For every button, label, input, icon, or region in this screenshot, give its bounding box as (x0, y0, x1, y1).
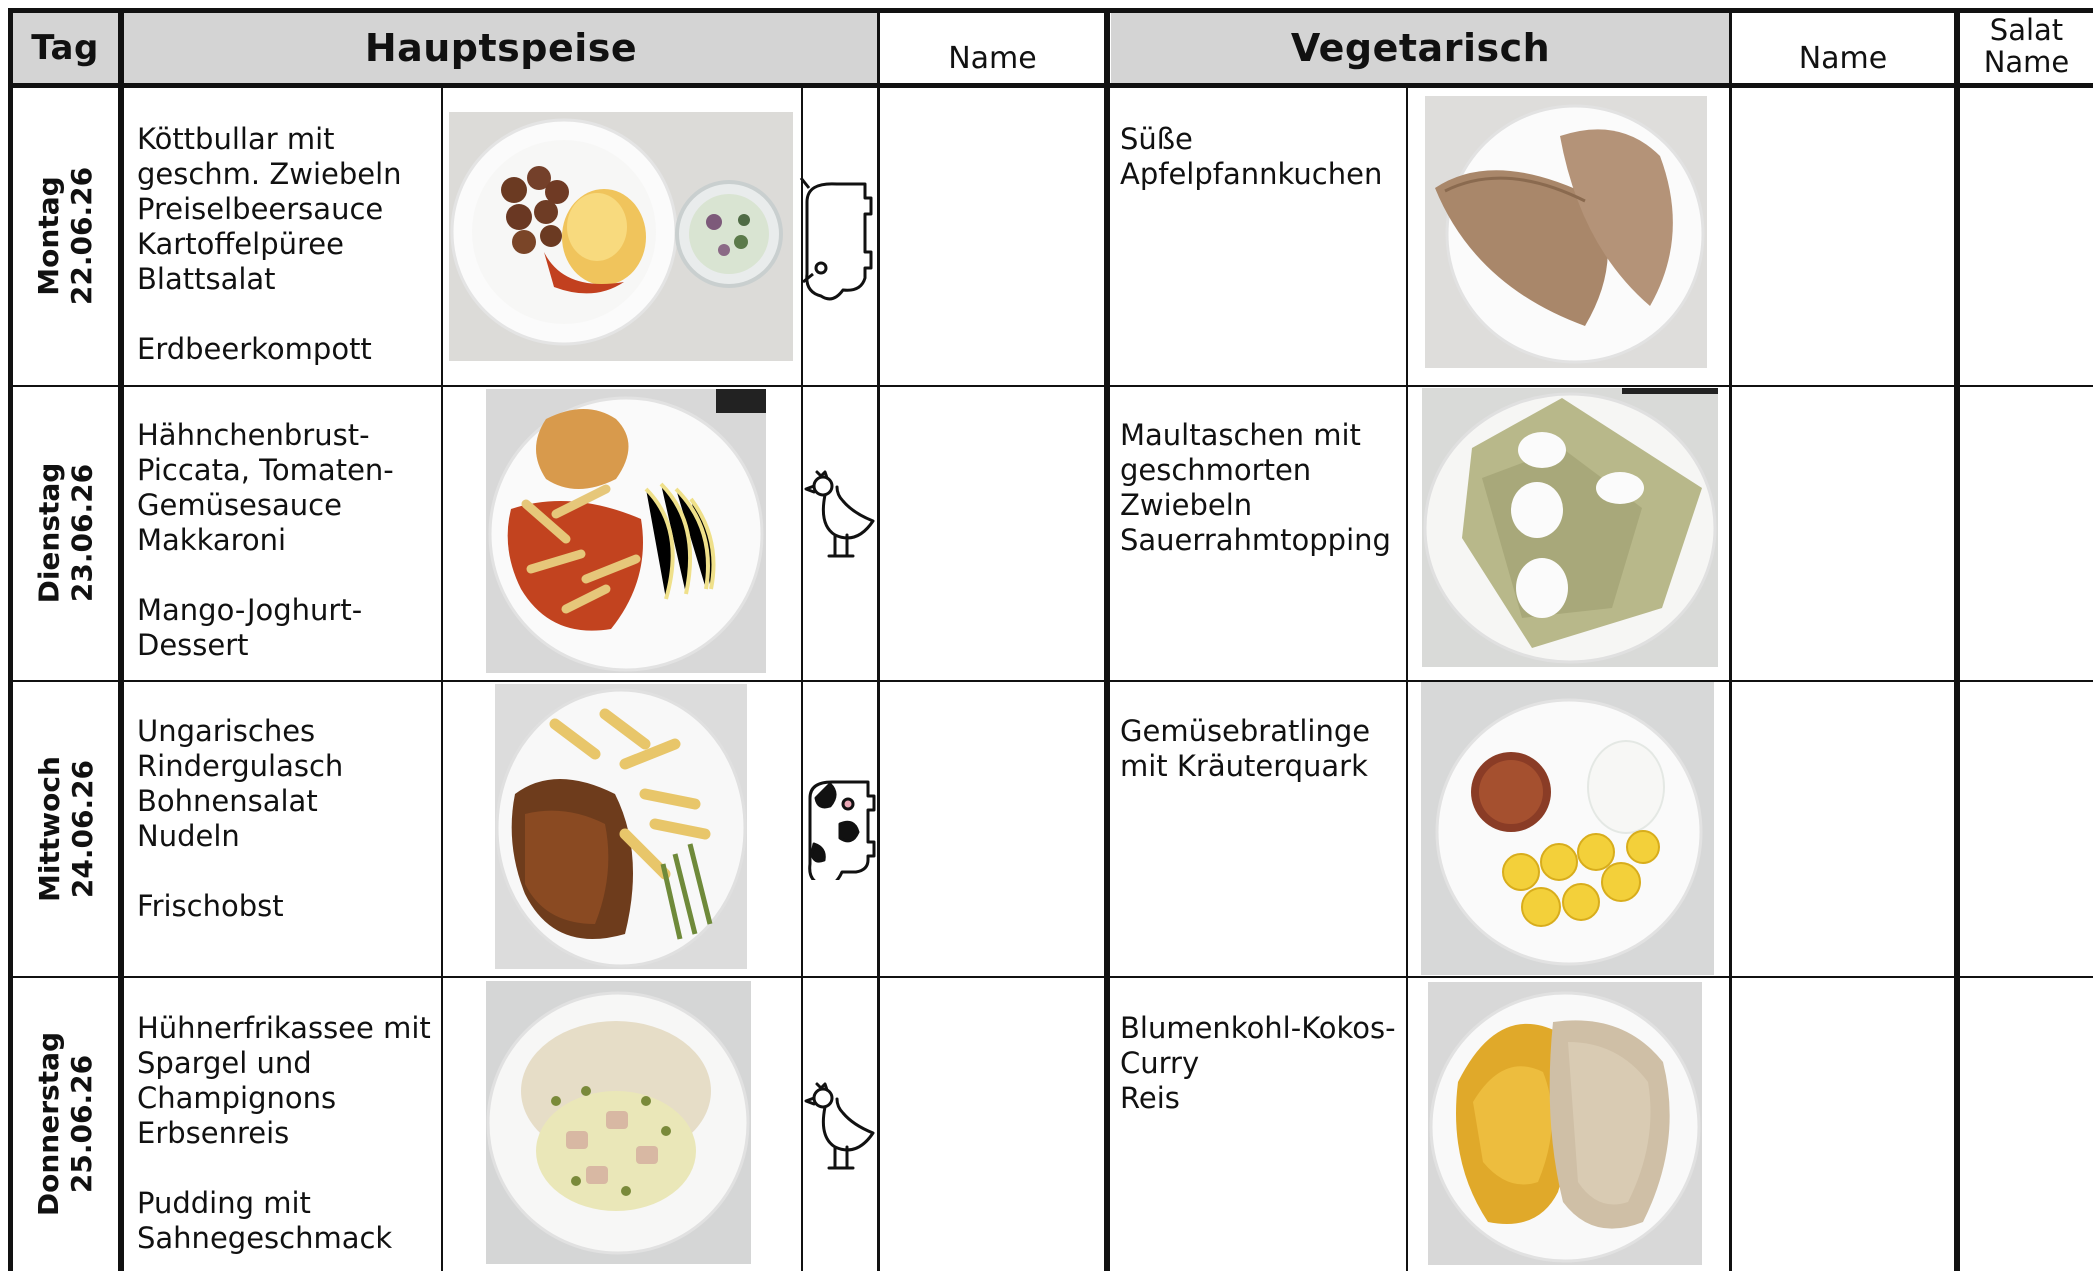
dish-line: Apfelpfannkuchen (1120, 157, 1383, 191)
maultaschen-photo (1422, 388, 1718, 667)
weekday: Donnerstag (32, 1032, 66, 1217)
dish-line: Spargel und (137, 1046, 312, 1080)
weekday: Mittwoch (32, 756, 66, 902)
dish-line: Sahnegeschmack (137, 1221, 393, 1255)
chicken-piccata-photo (486, 389, 766, 673)
dish-line: Makkaroni (137, 523, 287, 557)
dish-line: Erdbeerkompott (137, 332, 372, 366)
main-dish-text (137, 418, 437, 663)
col-divider-veg-name (1729, 8, 1732, 1271)
pancake-photo (1425, 96, 1707, 368)
col-divider-tag (118, 8, 124, 1271)
dish-line (137, 854, 437, 889)
weekday: Dienstag (32, 463, 66, 604)
pig-icon (797, 172, 875, 302)
meatballs-photo (449, 112, 793, 361)
col-divider-main-veg (1104, 8, 1110, 1271)
row-divider-3 (8, 976, 2093, 978)
header-hauptspeise: Hauptspeise (124, 12, 878, 84)
main-dish-text (137, 714, 437, 924)
dish-line: Champignons (137, 1081, 337, 1115)
cow-icon (800, 774, 876, 880)
curry-photo (1428, 982, 1702, 1265)
dish-line: Pudding mit (137, 1186, 311, 1220)
dish-line: Mango-Joghurt- (137, 593, 363, 627)
dish-line: Gemüsesauce (137, 488, 342, 522)
day-label (32, 1032, 98, 1216)
table-border-top (8, 8, 2093, 13)
fricassee-photo (486, 981, 751, 1264)
dish-line: Curry (1120, 1046, 1200, 1080)
day-label (32, 756, 98, 902)
dish-line: Preiselbeersauce (137, 192, 384, 226)
veg-dish-text (1120, 418, 1400, 558)
header-name-veg: Name (1732, 12, 1954, 84)
dish-line: Piccata, Tomaten- (137, 453, 394, 487)
row-divider-1 (8, 385, 2093, 387)
day-label (32, 167, 98, 305)
header-name-main: Name (880, 12, 1105, 84)
dish-line (137, 1151, 442, 1186)
date: 22.06.26 (65, 167, 99, 306)
goulash-photo (495, 684, 747, 969)
dish-line (137, 297, 437, 332)
main-dish-text (137, 122, 437, 367)
dish-line: Süße (1120, 122, 1193, 156)
dish-line: Reis (1120, 1081, 1180, 1115)
dish-line: Rindergulasch (137, 749, 344, 783)
header-tag: Tag (12, 12, 118, 84)
dish-line: Dessert (137, 628, 249, 662)
dish-line: mit Kräuterquark (1120, 749, 1368, 783)
date: 24.06.26 (65, 759, 99, 899)
col-divider-icon-name (877, 8, 880, 1271)
dish-line: Köttbullar mit (137, 122, 335, 156)
dish-line: Hähnchenbrust- (137, 418, 370, 452)
veg-dish-text (1120, 122, 1400, 192)
row-divider-2 (8, 680, 2093, 682)
main-dish-text (137, 1011, 442, 1256)
date: 23.06.26 (65, 464, 99, 603)
day-cell (13, 682, 118, 976)
veggie-patty-photo (1421, 682, 1714, 975)
dish-line: Nudeln (137, 819, 240, 853)
chicken-icon (803, 468, 877, 562)
dish-line: Maultaschen mit (1120, 418, 1361, 452)
dish-line: geschm. Zwiebeln (137, 157, 402, 191)
date: 25.06.26 (65, 1055, 99, 1194)
header-bottom-line (8, 83, 2093, 88)
dish-line: geschmorten (1120, 453, 1312, 487)
veg-dish-text (1120, 1011, 1400, 1116)
day-cell (13, 978, 118, 1271)
dish-line: Hühnerfrikassee mit (137, 1011, 431, 1045)
weekday: Montag (32, 176, 66, 297)
dish-line: Frischobst (137, 889, 284, 923)
dish-line: Gemüsebratlinge (1120, 714, 1371, 748)
dish-line: Erbsenreis (137, 1116, 290, 1150)
header-vegetarisch: Vegetarisch (1111, 12, 1730, 84)
day-cell (13, 387, 118, 680)
dish-line: Ungarisches (137, 714, 316, 748)
header-salat (1960, 8, 2093, 84)
dish-line (137, 558, 437, 593)
col-divider-veg-photo (1406, 86, 1408, 1271)
veg-dish-text (1120, 714, 1400, 784)
chicken-icon (803, 1080, 877, 1176)
col-divider-salat (1954, 8, 1960, 1271)
dish-line: Bohnensalat (137, 784, 318, 818)
header-salat-line1: Salat (1989, 12, 2064, 47)
dish-line: Sauerrahmtopping (1120, 523, 1391, 557)
dish-line: Kartoffelpüree (137, 227, 344, 261)
dish-line: Zwiebeln (1120, 488, 1253, 522)
dish-line: Blumenkohl-Kokos- (1120, 1011, 1396, 1045)
header-salat-line2: Name (1983, 45, 2070, 79)
day-cell (13, 88, 118, 385)
dish-line: Blattsalat (137, 262, 276, 296)
day-label (32, 463, 98, 604)
